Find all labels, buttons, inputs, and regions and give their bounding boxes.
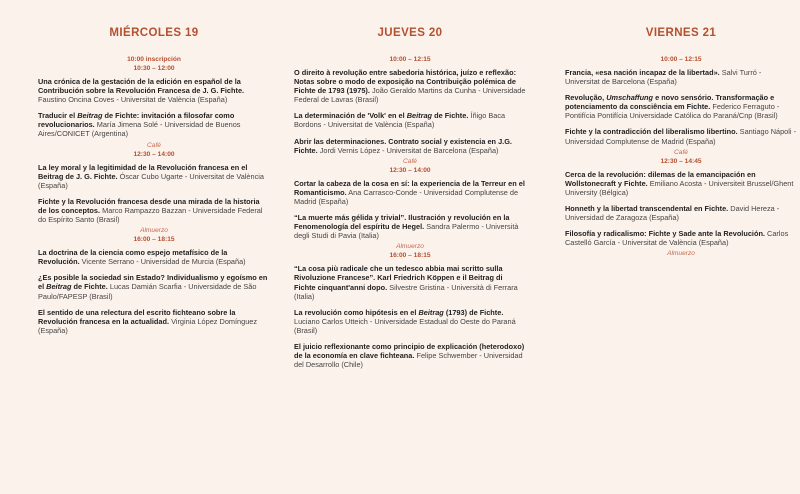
talk-title-part: de Fichte.: [71, 282, 108, 292]
talk-entry: [294, 342, 526, 369]
session-time: 10:00 – 12:15: [389, 56, 431, 63]
session-time: 16:00 – 18:15: [389, 252, 431, 260]
talk-entry: [38, 77, 270, 104]
talk-entry: [38, 163, 270, 190]
break-label: Café: [147, 141, 161, 149]
talk-entry: [565, 170, 797, 197]
talk-title-part: La determinación de 'Volk' en el: [294, 111, 407, 121]
talk-entry: [38, 197, 270, 224]
talk-author: Faustino Oncina Coves - Universitat de València (España): [38, 95, 228, 105]
talk-entry: [565, 93, 797, 120]
talk-title: O direito à revolução entre sabedoria histórica, juízo e reflexão: Notas sobre o modo de exposição na Contribuição polémica de Fichte de 1793 (1975).: [294, 68, 517, 96]
talk-title: Una crónica de la gestación de la edición en español de la Contribución sobre la Revolución Francesa de J. G. Fichte.: [38, 77, 245, 96]
talk-entry: [294, 213, 526, 240]
talk-entry: [565, 68, 797, 86]
talk-author: María Jimena Solé - Universidad de Buenos Aires/CONICET (Argentina): [38, 120, 241, 139]
talk-entry: [294, 308, 526, 335]
talk-title: Abrir las determinaciones. Contrato social y existencia en J.G. Fichte.: [294, 136, 512, 155]
talk-title: Honneth y la libertad transcendental en Fichte.: [565, 203, 729, 213]
talk-title: Fichte y la contradicción del liberalismo libertino.: [565, 127, 738, 137]
talk-entry: [38, 308, 270, 335]
talk-entry: [294, 137, 526, 155]
day-heading: JUEVES 20: [377, 27, 443, 39]
session-time: 10:00 – 12:15: [660, 56, 702, 63]
talk-entry: [38, 111, 270, 138]
day-heading: VIERNES 21: [645, 27, 717, 39]
break-label: Café: [674, 148, 688, 156]
talk-author: Lucas Damián Scarfia - Universidade de São Paulo/FAPESP (Brasil): [38, 282, 257, 301]
break-label: Almuerzo: [140, 227, 168, 235]
talk-title-part: Revolução,: [565, 93, 607, 103]
talk-title-part: e novo sensório. Transformação e potenciamento da consciência em Fichte.: [565, 93, 775, 112]
talk-entry: [294, 179, 526, 206]
break-label: Almuerzo: [667, 250, 695, 258]
session-time: 12:30 – 14:45: [660, 157, 702, 165]
talk-title: La ley moral y la legitimidad de la Revolución francesa en el Beitrag de J. G. Fichte.: [38, 162, 248, 181]
talk-entry: [565, 127, 797, 145]
talk-title-part: de Fichte.: [432, 111, 469, 121]
talk-entry: [565, 204, 797, 222]
talk-title-emphasis: Beitrag: [418, 307, 444, 317]
day-column-wednesday: [38, 0, 270, 335]
talk-entry: [38, 248, 270, 266]
talk-title: Filosofía y radicalismo: Fichte y Sade ante la Revolución.: [565, 229, 765, 239]
session-time: 12:30 – 14:00: [389, 166, 431, 174]
talk-title: El juicio reflexionante como principio de explicación (heterodoxo) de la economía en clave fichteana.: [294, 341, 525, 361]
day-heading: MIÉRCOLES 19: [109, 27, 199, 39]
talk-author: Virginia López Domínguez (España): [38, 316, 258, 335]
talk-author: Felipe Schwember - Universidad del Desarrollo (Chile): [294, 351, 523, 370]
talk-title: [294, 308, 503, 317]
talk-title-part: ¿Es posible la sociedad sin Estado? Individualismo y egoísmo en el: [38, 273, 268, 292]
talk-title: Fichte y la Revolución francesa desde una mirada de la historia de los conceptos.: [38, 196, 260, 215]
talk-author: Luciano Carlos Utteich - Universidade Estadual do Oeste do Paraná (Brasil): [294, 316, 516, 335]
talk-author: João Geraldo Martins da Cunha - Universidade Federal de Lavras (Brasil): [294, 86, 526, 105]
talk-author: Emiliano Acosta - Universiteit Brussel/Ghent University (Bélgica): [565, 178, 794, 197]
talk-author: Jordi Vernis López - Universitat de Barcelona (España): [319, 145, 499, 155]
talk-author: Carlos Castelló García - Universitat de València (España): [565, 229, 789, 248]
talk-title: “La muerte más gélida y trivial”. Ilustración y revolución en la Fenomenología del espíritu de Hegel.: [294, 213, 510, 232]
talk-title: Cerca de la revolución: dilemas de la emancipación en Wollstonecraft y Fichte.: [565, 169, 756, 188]
break-label: Almuerzo: [396, 243, 424, 251]
talk-author: Salvi Turró - Universitat de Barcelona (España): [565, 68, 762, 87]
talk-author: Marco Rampazzo Bazzan - Universidade Federal do Espírito Santo (Brasil): [38, 205, 263, 225]
talk-title-emphasis: Beitrag: [406, 111, 433, 121]
talk-title: Francia, «esa nación incapaz de la libertad».: [565, 68, 720, 77]
talk-author: Sandra Palermo - Università degli Studi di Pavia (Italia): [294, 222, 519, 241]
talk-title-part: La revolución como hipótesis en el: [294, 307, 419, 317]
talk-author: Vicente Serrano - Universidad de Murcia (España): [81, 257, 246, 267]
break-label: Café: [403, 157, 417, 165]
talk-author: Federico Ferraguto - Pontifícia Pontifícia Universidade Católica do Paraná/Cnp (Brasil): [565, 102, 780, 121]
talk-author: Silvestre Gristina - Università di Ferrara (Italia): [294, 282, 518, 301]
talk-author: Santiago Nápoli - Universidad Complutense de Madrid (España): [565, 127, 797, 146]
session-time: 12:30 – 14:00: [133, 150, 175, 158]
day-column-friday: [565, 0, 797, 258]
talk-entry: [294, 111, 526, 129]
talk-title-emphasis: Umschaffung: [606, 93, 654, 103]
talk-author: Ana Carrasco-Conde - Universidad Complutense de Madrid (España): [294, 187, 519, 206]
talk-title-emphasis: Beitrag: [77, 111, 103, 121]
talk-entry: [565, 229, 797, 247]
talk-title-part: Traducir el: [38, 111, 78, 121]
talk-title-part: de Fichte: invitación a filosofar como revolucionarios.: [38, 111, 235, 130]
talk-title: “La cosa più radicale che un tedesco abbia mai scritto sulla Rivoluzione Francese”. Karl Friedrich Köppen e il Beitrag di Fichte cinquant'anni dopo.: [294, 264, 503, 292]
talk-entry: [294, 68, 526, 104]
talk-entry: [294, 264, 526, 300]
talk-title-emphasis: Beitrag: [46, 282, 72, 292]
session-time: 10:30 – 12:00: [133, 65, 175, 72]
talk-title: [294, 111, 468, 120]
talk-title: El sentido de una relectura del escrito fichteano sobre la Revolución francesa en la actualidad.: [38, 307, 236, 326]
talk-author: Óscar Cubo Ugarte - Universitat de València (España): [38, 171, 264, 190]
talk-entry: [38, 273, 270, 300]
session-time: 16:00 – 18:15: [133, 236, 175, 244]
talk-author: Íñigo Baca Bordons - Universitat de València (España): [294, 111, 506, 130]
talk-title-part: (1793) de Fichte.: [443, 307, 504, 317]
day-column-thursday: [294, 0, 526, 369]
talk-author: David Hereza - Universidad de Zaragoza (España): [565, 203, 780, 223]
talk-title: Cortar la cabeza de la cosa en sí: la experiencia de la Terreur en el Romanticismo.: [294, 178, 525, 197]
session-time: 10:00 inscripción: [127, 56, 181, 63]
talk-title: La doctrina de la ciencia como espejo metafísico de la Revolución.: [38, 248, 228, 267]
